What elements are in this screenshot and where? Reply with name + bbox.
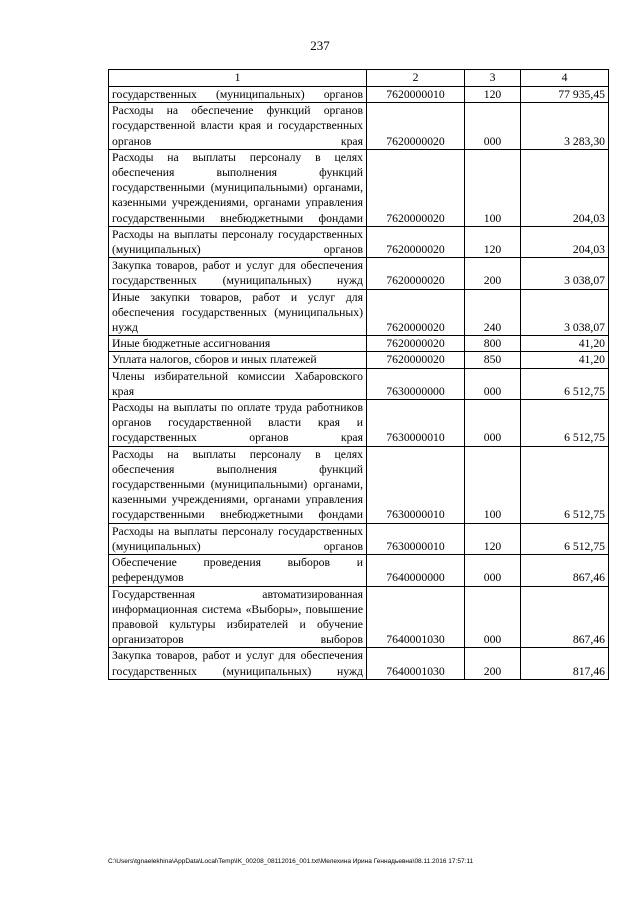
row-name: Расходы на выплаты персоналу в целях обеспечения выполнения функций государственными (муниципальными) органами, казенными учреждениями, органами управления государственными внебюджетными фондами: [109, 446, 367, 523]
row-name: Закупка товаров, работ и услуг для обеспечения государственных (муниципальных) нужд: [109, 648, 367, 679]
row-type: 000: [465, 555, 521, 586]
row-code: 7620000020: [367, 258, 465, 289]
table-row: [109, 523, 609, 554]
header-col-2: 2: [367, 70, 465, 87]
row-type: 120: [465, 523, 521, 554]
row-amount: 77 935,45: [521, 87, 609, 103]
table-row: [109, 336, 609, 352]
row-type: 000: [465, 368, 521, 399]
row-code: 7620000020: [367, 336, 465, 352]
table-row: [109, 289, 609, 336]
row-amount: 204,03: [521, 226, 609, 257]
header-col-1: 1: [109, 70, 367, 87]
row-name: Уплата налогов, сборов и иных платежей: [109, 352, 367, 368]
row-name: Расходы на выплаты по оплате труда работников органов государственной власти края и государственных органов края: [109, 400, 367, 447]
row-code: 7640001030: [367, 648, 465, 679]
row-code: 7630000010: [367, 400, 465, 447]
row-code: 7630000010: [367, 446, 465, 523]
row-amount: 817,46: [521, 648, 609, 679]
row-type: 000: [465, 400, 521, 447]
table-row: [109, 400, 609, 447]
row-code: 7620000010: [367, 87, 465, 103]
row-code: 7640001030: [367, 586, 465, 648]
table-row: [109, 87, 609, 103]
row-amount: 3 283,30: [521, 103, 609, 150]
page-number: 237: [310, 38, 330, 53]
row-name: Иные бюджетные ассигнования: [109, 336, 367, 352]
row-amount: 6 512,75: [521, 446, 609, 523]
row-code: 7620000020: [367, 103, 465, 150]
table-row: [109, 586, 609, 648]
header-col-4: 4: [521, 70, 609, 87]
row-type: 200: [465, 648, 521, 679]
row-name: Члены избирательной комиссии Хабаровского края: [109, 368, 367, 399]
table-row: [109, 648, 609, 679]
row-amount: 41,20: [521, 352, 609, 368]
row-type: 120: [465, 226, 521, 257]
row-type: 850: [465, 352, 521, 368]
budget-table: [108, 69, 609, 680]
table-row: [109, 555, 609, 586]
row-code: 7620000020: [367, 226, 465, 257]
footer-file-path: C:\Users\tgnaelekhina\AppData\Local\Temp\IK_00208_08112016_001.txt\Мелехина Ирина Геннадьевна\08.11.2016 17:57:11: [108, 858, 474, 865]
row-amount: 41,20: [521, 336, 609, 352]
row-code: 7620000020: [367, 289, 465, 336]
row-name: Государственная автоматизированная информационная система «Выборы», повышение правовой культуры избирателей и обучение организаторов выборов: [109, 586, 367, 648]
table-row: [109, 368, 609, 399]
table-row: [109, 103, 609, 150]
row-code: 7630000000: [367, 368, 465, 399]
row-name: Обеспечение проведения выборов и референдумов: [109, 555, 367, 586]
row-amount: 3 038,07: [521, 258, 609, 289]
row-type: 000: [465, 586, 521, 648]
row-code: 7620000020: [367, 352, 465, 368]
row-amount: 6 512,75: [521, 523, 609, 554]
row-type: 200: [465, 258, 521, 289]
row-amount: 6 512,75: [521, 400, 609, 447]
row-type: 120: [465, 87, 521, 103]
row-code: 7640000000: [367, 555, 465, 586]
row-name: государственных (муниципальных) органов: [109, 87, 367, 103]
table-row: [109, 446, 609, 523]
row-amount: 204,03: [521, 149, 609, 226]
header-col-3: 3: [465, 70, 521, 87]
row-type: 240: [465, 289, 521, 336]
row-type: 000: [465, 103, 521, 150]
row-type: 100: [465, 149, 521, 226]
row-amount: 867,46: [521, 586, 609, 648]
table-row: [109, 149, 609, 226]
row-name: Расходы на обеспечение функций органов государственной власти края и государственных органов края: [109, 103, 367, 150]
table-row: [109, 226, 609, 257]
table-header-row: [109, 70, 609, 87]
table-row: [109, 352, 609, 368]
row-name: Расходы на выплаты персоналу государственных (муниципальных) органов: [109, 226, 367, 257]
row-type: 100: [465, 446, 521, 523]
row-name: Иные закупки товаров, работ и услуг для обеспечения государственных (муниципальных) нужд: [109, 289, 367, 336]
row-amount: 3 038,07: [521, 289, 609, 336]
row-name: Закупка товаров, работ и услуг для обеспечения государственных (муниципальных) нужд: [109, 258, 367, 289]
row-amount: 6 512,75: [521, 368, 609, 399]
row-code: 7630000010: [367, 523, 465, 554]
row-type: 800: [465, 336, 521, 352]
row-name: Расходы на выплаты персоналу в целях обеспечения выполнения функций государственными (муниципальными) органами, казенными учреждениями, органами управления государственными внебюджетными фондами: [109, 149, 367, 226]
row-name: Расходы на выплаты персоналу государственных (муниципальных) органов: [109, 523, 367, 554]
table-row: [109, 258, 609, 289]
row-amount: 867,46: [521, 555, 609, 586]
row-code: 7620000020: [367, 149, 465, 226]
